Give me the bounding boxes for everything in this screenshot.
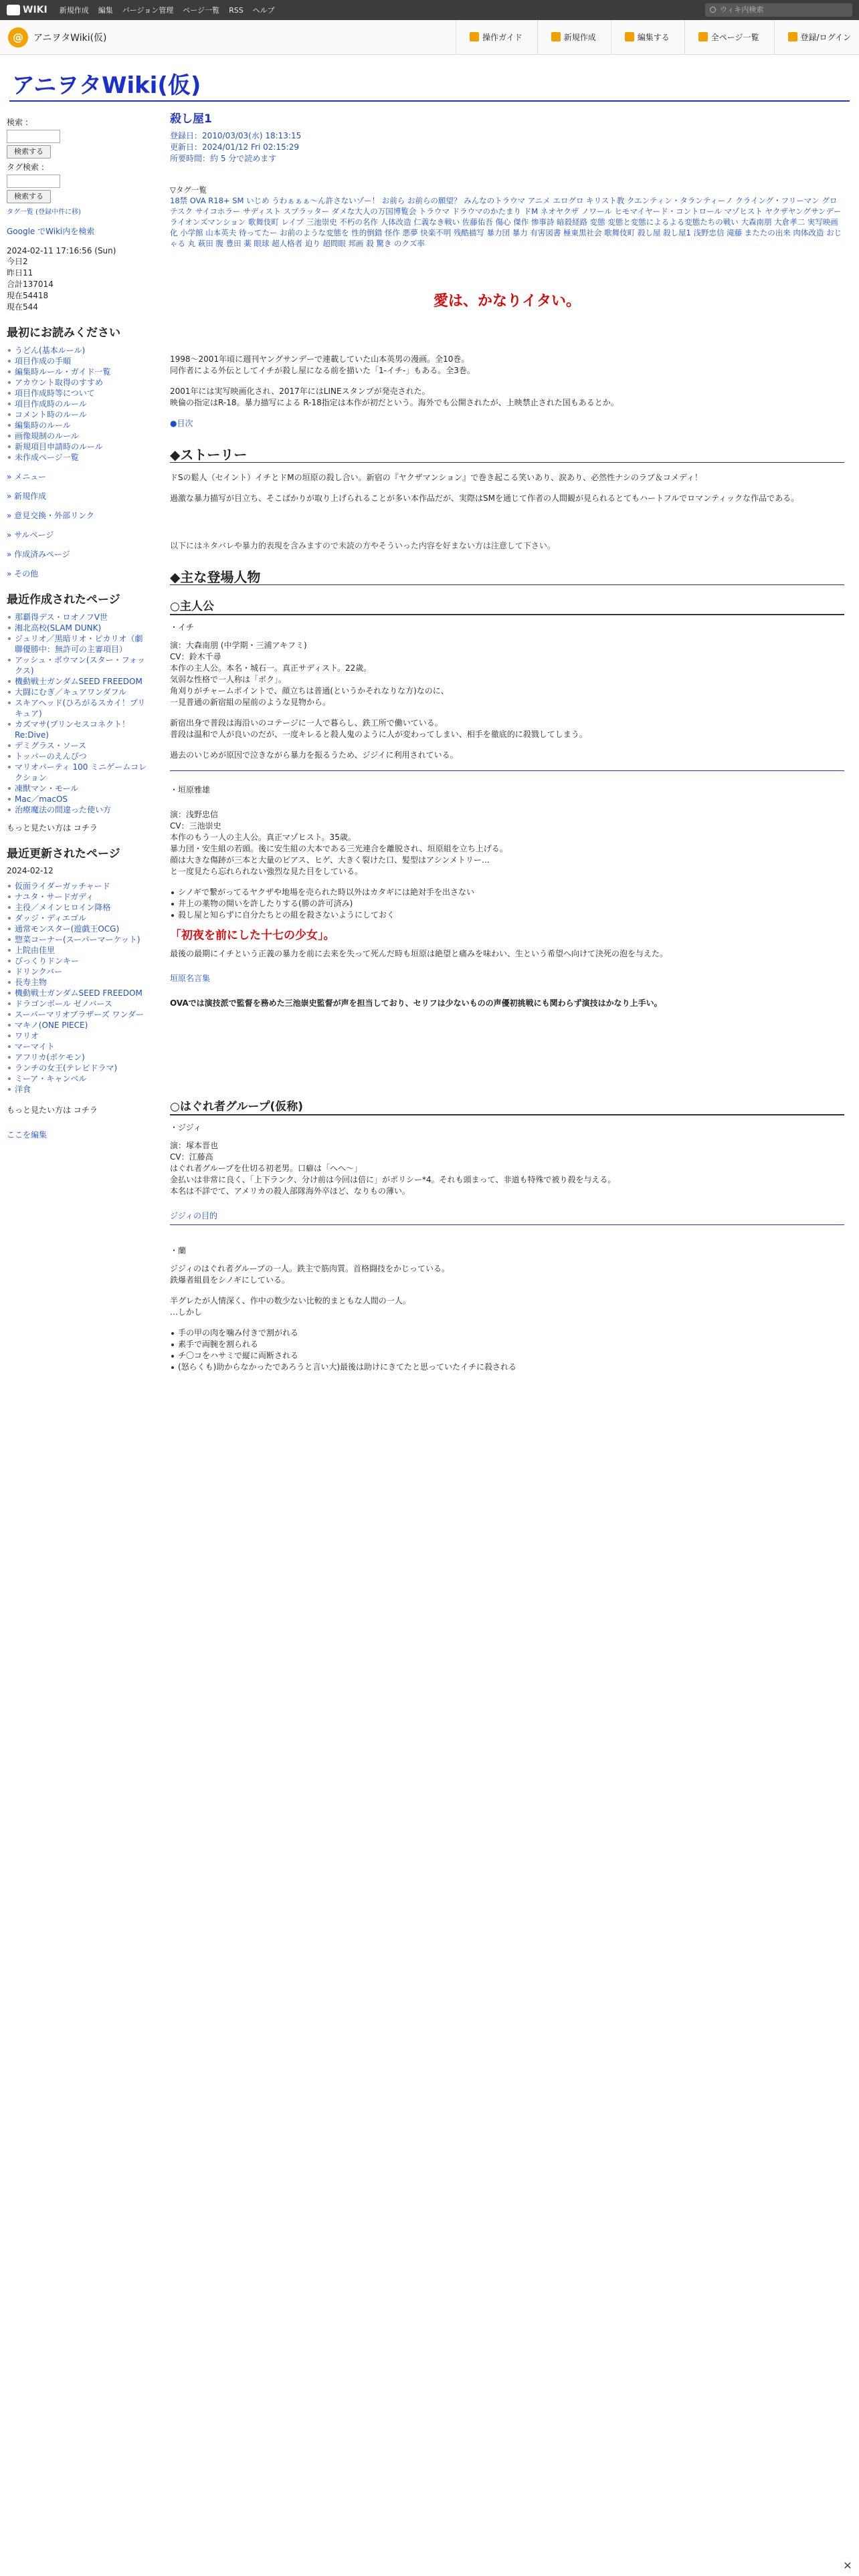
menu-rss[interactable]: RSS <box>229 5 244 15</box>
sidebar <box>7 114 147 1140</box>
recent-updated-item[interactable]: 主役／メインヒロイン降格 <box>7 902 147 913</box>
recent-updated-item[interactable]: びっくりドンキー <box>7 956 147 966</box>
recent-updated-item[interactable]: ナユタ・サードガディ <box>7 891 147 902</box>
tag-search-button[interactable]: 検索する <box>7 190 51 203</box>
recent-updated-item[interactable]: ランチの女王(テレビドラマ) <box>7 1063 147 1073</box>
ryu-fate-list <box>170 1327 844 1373</box>
sidebar-search-input[interactable] <box>7 130 60 143</box>
menu-edit[interactable]: 編集 <box>98 6 113 15</box>
sidebar-link-item[interactable]: アカウント取得のすすめ <box>7 377 147 388</box>
recent-updated-item[interactable]: ドリンクバー <box>7 966 147 977</box>
kakihara-rules <box>170 887 844 921</box>
recent-created-item[interactable]: スキアヘッド(ひろがるスカイ！プリキュア) <box>7 697 147 719</box>
sidebar-link-item[interactable]: 編集時のルール <box>7 420 147 431</box>
hero-heading: ○主人公 <box>170 601 844 615</box>
wiki-brand: WIKI <box>23 5 47 15</box>
sidebar-link-item[interactable]: 画像規制のルール <box>7 431 147 441</box>
article <box>170 114 844 1382</box>
guide-icon <box>470 32 479 41</box>
all-pages-button[interactable]: 全ページ一覧 <box>684 20 759 55</box>
kakihara-ending: 最後の最期にイチという正義の暴力を前に去来を失って死んだ時も垣原は絶望と痛みを味わい、生という希望へ向けて決死の泡を与えた。 <box>170 949 668 958</box>
recent-updated-item[interactable]: ミーア・キャンベル <box>7 1073 147 1084</box>
ichi-profile: 演：大森南朋 (中学期・三浦アキフミ) CV：鈴木千尋 本作の主人公。本名・城石一。真正サディスト。22歳。 気弱な性格で一人称は「ボク」。 角刈りがチャームポイントで、顔立ちは普通(というかそれなりな方)なのに、 一見普通の新宿組の屋前のような見物から。 <box>170 641 449 707</box>
kakihara-profile: 演：浅野忠信 CV：三池崇史 本作のもう一人の主人公。真正マゾヒスト。35歳。 暴力団・安生組の若頭。後に安生組の大本である三光連合を離脱され、垣原組を立ち上げる。 顔は大きな傷跡が三本と大量のピアス、ヒゲ、大きく裂けた口、髪型はアシンメトリー… と一度見たら忘れられない強烈な見た目をしている。 <box>170 810 508 876</box>
updated-date: 更新日：2024/01/12 Fri 02:15:29 <box>170 142 299 152</box>
page-title: アニヲタWiki(仮) <box>12 72 201 99</box>
recent-updated-item[interactable]: アフリカ(ポケモン) <box>7 1052 147 1063</box>
story-heading: ◆ストーリー <box>170 449 844 463</box>
recent-created-item[interactable]: 凍獣マン・モール <box>7 783 147 794</box>
pencil-icon <box>625 32 634 41</box>
wiki-logo-icon <box>7 5 20 15</box>
recent-updated-item[interactable]: 機動戦士ガンダムSEED FREEDOM <box>7 988 147 998</box>
recent-updated-item[interactable]: ワリオ <box>7 1031 147 1041</box>
recent-date: 2024-02-12 <box>7 866 54 875</box>
recent-updated-item[interactable]: ダッジ・ディエゴル <box>7 913 147 924</box>
recent-created-item[interactable]: 治療魔法の間違った使い方 <box>7 804 147 815</box>
sidebar-link-item[interactable]: コメント時のルール <box>7 409 147 420</box>
jiji-name: ・ジジィ <box>170 1123 201 1132</box>
count-total: 合計137014 <box>7 280 54 289</box>
recent-updated-heading: 最近更新されたページ <box>7 847 120 861</box>
recent-updated-item[interactable]: 惣菜コーナー(スーパーマーケット) <box>7 934 147 945</box>
tag-search-input[interactable] <box>7 175 60 188</box>
edit-button[interactable]: 編集する <box>611 20 670 55</box>
lead-quote: 愛は、かなりイタい。 <box>433 293 581 310</box>
site-header <box>0 20 859 55</box>
recent-updated-list <box>7 881 147 1095</box>
recent-updated-item[interactable]: 通常モンスター(遊戯王OCG) <box>7 924 147 934</box>
guide-button[interactable]: 操作ガイド <box>456 20 522 55</box>
registered-date: 登録日：2010/03/03(水) 18:13:15 <box>170 131 302 140</box>
list-icon <box>698 32 708 41</box>
recent-created-item[interactable]: 湘北高校(SLAM DUNK) <box>7 623 147 633</box>
recent-updated-item[interactable]: ドラゴンボール ゼノバース <box>7 998 147 1009</box>
ryu-name: ・蘭 <box>170 1246 187 1255</box>
recent-created-item[interactable]: アッシュ・ボウマン(スター・フォックス) <box>7 655 147 676</box>
kakihara-quotes-link[interactable]: 垣原名言集 <box>170 974 211 983</box>
article-title: 殺し屋1 <box>170 112 212 126</box>
more-created-link[interactable]: もっと見たい方は コチラ <box>7 823 98 833</box>
jiji-profile: 演：塚本晋也 CV：江藤高 はぐれ者グループを仕切る初老男。口癖は「へへ〜」 金払いは非常に良く、「上下ランク、分け前は今回は倍に」がポリシー*4。それも頭まって、非道も特殊で被り殺を与える。 本名は不詳でて、アメリカの殺人部隊海外卒ほど、なりもの薄い。 <box>170 1141 616 1196</box>
menu-pages[interactable]: ページ一覧 <box>183 6 220 15</box>
spoiler-warning: 以下にはネタバレや暴力的表現を含みますので未読の方やそういった内容を好まない方は注意して下さい。 <box>170 541 555 550</box>
recent-created-item[interactable]: ジュリオ／黒暗リオ・ピカリオ（劇聯優勝中：無許可の主審項目） <box>7 633 147 655</box>
section-other[interactable]: » その他 <box>7 568 147 579</box>
recent-created-item[interactable]: デミグラス・ソース <box>7 740 147 751</box>
sidebar-link-item[interactable]: 項目作成時のルール <box>7 399 147 409</box>
count-yesterday: 昨日11 <box>7 268 33 278</box>
top-nav-bar <box>0 0 859 20</box>
plus-icon <box>551 32 561 41</box>
kakihara-name: ・垣原雅雄 <box>170 785 211 794</box>
sidebar-link-item[interactable]: 未作成ページ一覧 <box>7 452 147 463</box>
more-updated-link[interactable]: もっと見たい方は コチラ <box>7 1105 98 1115</box>
wiki-search-input[interactable]: ウィキ内検索 <box>705 3 852 17</box>
sidebar-link-item[interactable]: 項目作成時等について <box>7 388 147 399</box>
wiki-logo[interactable] <box>7 5 47 15</box>
section-salvage[interactable]: » サルページ <box>7 529 147 540</box>
edit-sidebar-link[interactable]: ここを編集 <box>7 1130 47 1140</box>
datetime: 2024-02-11 17:16:56 (Sun) <box>7 246 116 255</box>
rule-item: シノギで繋がってるヤクザや地場を売られた時以外はカタギには絶対手を出さない <box>170 887 844 898</box>
site-name: アニヲタWiki(仮) <box>33 32 107 43</box>
user-icon <box>788 32 797 41</box>
search-label: 検索 : <box>7 118 28 127</box>
read-time: 所要時間：約 5 分で読めます <box>170 154 277 163</box>
recent-updated-item[interactable]: 洋食 <box>7 1084 147 1095</box>
menu-new[interactable]: 新規作成 <box>59 6 89 15</box>
rule-item: 井上の薬物の開いを許したりする(勝の許可済み) <box>170 898 844 909</box>
toc-link[interactable]: ●目次 <box>170 419 193 428</box>
recent-created-heading: 最近作成されたページ <box>7 593 120 607</box>
sidebar-link-item[interactable]: 新規項目申請時のルール <box>7 441 147 452</box>
ryu-profile: ジジィのはぐれ者グループの一人。鉄主で筋肉質。首格闘技をかじっている。 鉄爆者組員をシノギにしている。 <box>170 1264 450 1285</box>
ova-paragraph: OVAでは演技派で監督を務めた三池崇史監督が声を担当しており、セリフは少ないものの声優初挑戦にも関わらず演技はかなり上手い。 <box>170 998 662 1008</box>
menu-help[interactable]: ヘルプ <box>252 6 275 15</box>
count-now: 現在54418 <box>7 291 49 300</box>
recent-updated-item[interactable]: マキノ(ONE PIECE) <box>7 1020 147 1031</box>
tag-list-link[interactable]: タグ一覧 (登録中件に移) <box>7 209 81 216</box>
adaptation-paragraph: 2001年には実写映画化され、2017年にはLINEスタンプが発売された。 映倫の指定はR-18。暴力描写による R-18指定は本作が初だという。海外でも公開されたが、上映禁止された国もあるとか。 <box>170 387 619 407</box>
recent-updated-item[interactable]: 仮面ライダーガッチャード <box>7 881 147 891</box>
ichi-description: 新宿出身で普段は海沿いのコテージに一人で暮らし、鉄工所で働いている。 普段は温和で人が良いのだが、一度キレると殺人鬼のように人が変わってしまい、相手を徹底的に殺戮してしまう。 <box>170 718 587 739</box>
section-new[interactable]: » 新規作成 <box>7 490 147 502</box>
close-icon[interactable]: ✕ <box>843 2559 852 2572</box>
title-divider <box>9 100 850 102</box>
recent-updated-item[interactable]: 上院由佳里 <box>7 945 147 956</box>
tag-search-label: タグ検索 : <box>7 163 44 172</box>
site-logo-icon: @ <box>8 27 28 47</box>
login-button[interactable]: 登録/ログイン <box>774 20 851 55</box>
tag-list[interactable]: 18禁 OVA R18+ SM いじめ うわぁぁぁ〜ん許さないゾー！ お前ら お前らの願望？ みんなのトラウマ アニメ エログロ キリスト教 クエンティン・タランティーノ クライング・フリーマン グロテスク サイコホラー サディスト スプラッター ダメな大人の万国博覧会 トラウマ ドラウマのかたまり ドM ネオヤクザ ノワール ヒモマイヤード・コントロール マゾヒスト ヤクザヤングサンデー ライオンズマンション 歌舞伎町 レイプ 三池崇史 不朽の名作 人体改造 仁義なき戦い 佐藤佑吾 傷心 傑作 惨事詩 暗殺経路 変態 変態と変態によるよる変態たちの戦い 大森南朋 大倉孝二 実写映画化 小学館 山本英夫 待ってたー お前のような変態を 性的倒錯 怪作 悪夢 快楽不明 残酷描写 暴力団 暴力 有害図書 極東黒社会 歌舞伎町 殺し屋 殺し屋1 浅野忠信 滝藤 またたの出来 肉体改造 おじゃる 丸 萩田 腹 豊田 薬 眼球 超人格者 迫り 超問眼 邦画 殺 驚き のクズ率 <box>170 196 842 248</box>
list-item: チ〇コをハサミで縦に両断される <box>170 1350 844 1362</box>
recent-created-item[interactable]: 大闘にむぎ／キュアワンダフル <box>7 687 147 697</box>
list-item: 素手で両腕を割られる <box>170 1339 844 1350</box>
section-discussion[interactable]: » 意見交換・外部リンク <box>7 510 147 521</box>
sidebar-search-button[interactable]: 検索する <box>7 145 51 158</box>
recent-created-item[interactable]: カズマサ(プリンセスコネクト！Re:Dive) <box>7 719 147 740</box>
recent-updated-item[interactable]: スーパーマリオブラザーズ ワンダー <box>7 1009 147 1020</box>
section-menu[interactable]: » メニュー <box>7 471 147 482</box>
count-today: 今日2 <box>7 257 28 266</box>
recent-created-item[interactable]: Mac／macOS <box>7 794 147 804</box>
sidebar-link-item[interactable]: 編集時ルール・ガイド一覧 <box>7 366 147 377</box>
section-created[interactable]: » 作成済みページ <box>7 548 147 560</box>
first-read-list <box>7 345 147 463</box>
recent-created-item[interactable]: トッパーのえんぴつ <box>7 751 147 762</box>
jiji-purpose-link[interactable]: ジジィの目的 <box>170 1210 844 1225</box>
story-paragraph: ドSの鬆人（セイント）イチとドMの垣原の殺し合い。新宿の『ヤクザマンション』で巻き起こる笑いあり、涙あり、必然性ナシのラブ＆コメディ！ <box>170 473 702 482</box>
list-item: (怒らくも)助からなかったであろうと言い大)最後は助けにきてたと思っていたイチに殺される <box>170 1362 844 1373</box>
characters-heading: ◆主な登場人物 <box>170 572 844 585</box>
group-heading: ○はぐれ者グループ(仮称) <box>170 1101 844 1115</box>
story-paragraph-2: 過激な暴力描写が目立ち、そこばかりが取り上げられることが多い本作品だが、実際はSMを通じて作者の人間観が見られるとてもハートフルでロマンティックな作品である。 <box>170 494 799 503</box>
rule-item: 殺し屋と知らずに自分たちとの組を殺さないようにしておく <box>170 909 844 921</box>
sidebar-link-item[interactable]: うどん(基本ルール) <box>7 345 147 356</box>
list-item: 手の甲の肉を噛み付きで割がれる <box>170 1327 844 1339</box>
ichi-description-2: 過去のいじめが原因で泣きながら暴力を振るうため、ジジイに利用されている。 <box>170 750 458 760</box>
recent-created-item[interactable]: 機動戦士ガンダムSEED FREEDOM <box>7 676 147 687</box>
ichi-name: ・イチ <box>170 623 195 632</box>
count-online: 現在544 <box>7 302 38 312</box>
recent-updated-item[interactable]: マーマイト <box>7 1041 147 1052</box>
recent-updated-item[interactable]: 長寿主物 <box>7 977 147 988</box>
recent-created-item[interactable]: 那覇得デス・ロオノフV世 <box>7 612 147 623</box>
recent-created-list <box>7 612 147 815</box>
first-read-heading: 最初にお読みください <box>7 326 120 340</box>
new-page-button[interactable]: 新規作成 <box>537 20 596 55</box>
intro-paragraph: 1998〜2001年頃に週刊ヤングサンデーで連載していた山本英男の漫画。全10巻。 同作者による外伝としてイチが殺し屋になる前を描いた「1-イチ-」もある。全3巻。 <box>170 354 475 375</box>
google-search-link[interactable]: Google でWiki内を検索 <box>7 227 95 236</box>
highlight-quote: 「初夜を前にした十七の少女」。 <box>170 929 335 942</box>
ryu-description: 半グレたが人情深く、作中の数少ない比較的まともな人間の一人。 …しかし <box>170 1296 411 1317</box>
recent-created-item[interactable]: マリオパーティ 100 ミニゲームコレクション <box>7 762 147 783</box>
site-logo[interactable] <box>8 27 107 47</box>
tags-label[interactable]: ▽タグ一覧 <box>170 185 207 195</box>
menu-version[interactable]: バージョン管理 <box>122 6 174 15</box>
sidebar-link-item[interactable]: 項目作成の手順 <box>7 356 147 366</box>
